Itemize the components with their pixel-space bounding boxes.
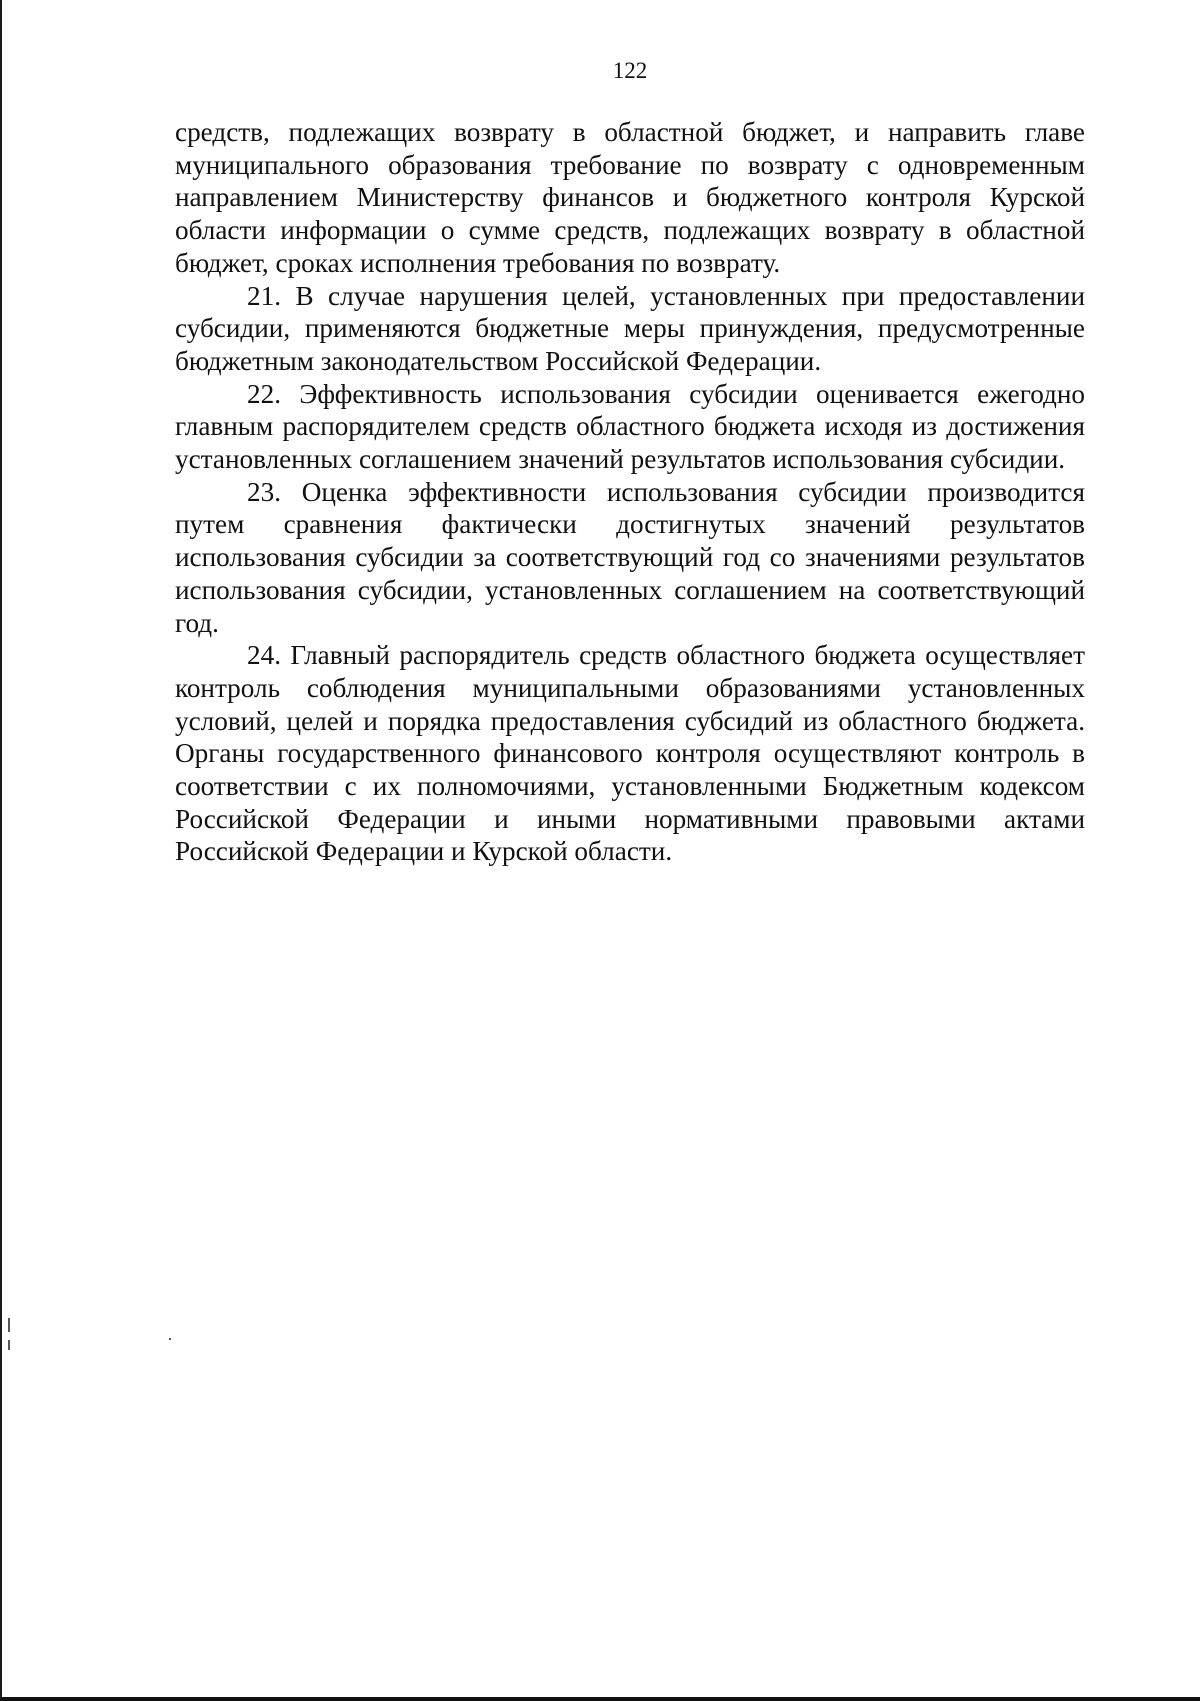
paragraph-24: 24. Главный распорядитель средств областного бюджета осуществляет контроль соблюдения муниципальными образованиями установленных условий, целей и порядка предоставления субсидий из областного бюджета. Органы государственного финансового контроля осуществляют контроль в соответствии с их полномочиями, установленными Бюджетным кодексом Российской Федерации и иными нормативными правовыми актами Российской Федерации и Курской области. (175, 640, 1085, 867)
scan-speck (8, 1340, 10, 1350)
paragraph-23: 23. Оценка эффективности использования субсидии производится путем сравнения фактически достигнутых значений результатов использования субсидии за соответствующий год со значениями результатов использования субсидии, установленных соглашением на соответствующий год. (175, 476, 1085, 638)
paragraph-22: 22. Эффективность использования субсидии оценивается ежегодно главным распорядителем средств областного бюджета исходя из достижения установленных соглашением значений результатов использования субсидии. (175, 378, 1085, 475)
paragraph-continuation: средств, подлежащих возврату в областной бюджет, и направить главе муниципального образования требование по возврату с одновременным направлением Министерству финансов и бюджетного контроля Курской области информации о сумме средств, подлежащих возврату в областной бюджет, сроках исполнения требования по возврату. (175, 117, 1085, 278)
document-body (175, 116, 1085, 868)
page-number: 122 (612, 58, 648, 83)
paragraph-21: 21. В случае нарушения целей, установленных при предоставлении субсидии, применяются бюджетные меры принуждения, предусмотренные бюджетным законодательством Российской Федерации. (175, 280, 1085, 376)
scan-speck (169, 1338, 171, 1340)
scan-speck (8, 1318, 10, 1332)
